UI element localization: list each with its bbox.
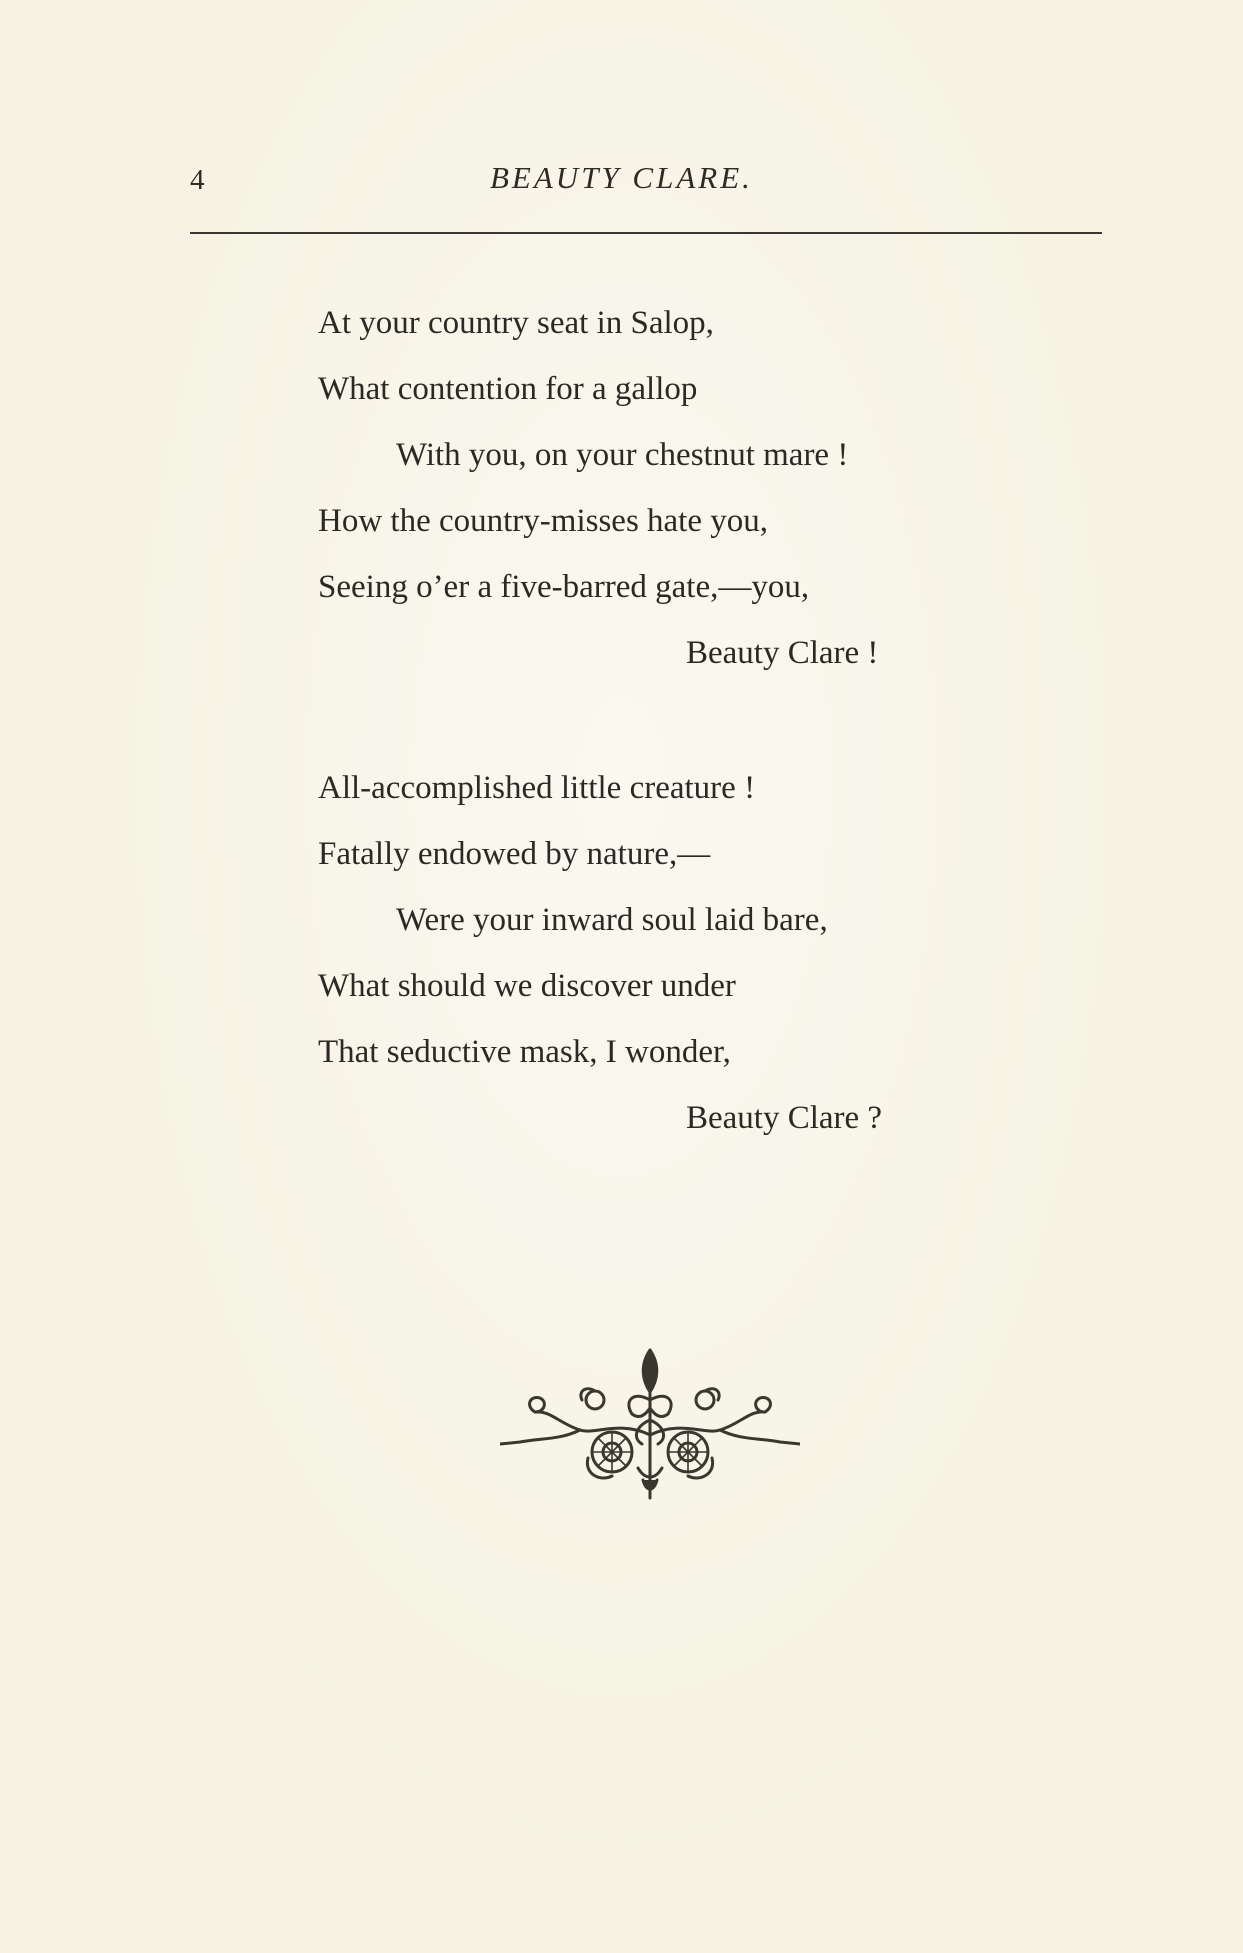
poem-refrain: Beauty Clare ! [686,635,879,671]
page-number: 4 [190,164,205,196]
poem [318,290,1078,1220]
running-title: BEAUTY CLARE. [490,160,753,195]
poem-line: Fatally endowed by nature,— [318,836,711,872]
poem-refrain: Beauty Clare ? [686,1100,883,1136]
poem-line: Were your inward soul laid bare, [396,902,828,938]
poem-line: At your country seat in Salop, [318,305,714,341]
stanza-1 [318,290,1078,686]
poem-line: That seductive mask, I wonder, [318,1034,731,1070]
poem-line: With you, on your chestnut mare ! [396,437,849,473]
poem-line: All-accomplished little creature ! [318,770,756,806]
page-header [190,160,1100,210]
poem-line: How the country-misses hate you, [318,503,768,539]
poem-line: Seeing o’er a five-barred gate,—you, [318,569,810,605]
poem-line: What contention for a gallop [318,371,698,407]
poem-line: What should we discover under [318,968,736,1004]
header-rule [190,232,1102,234]
floral-tailpiece-icon [500,1340,800,1500]
stanza-2 [318,755,1078,1151]
